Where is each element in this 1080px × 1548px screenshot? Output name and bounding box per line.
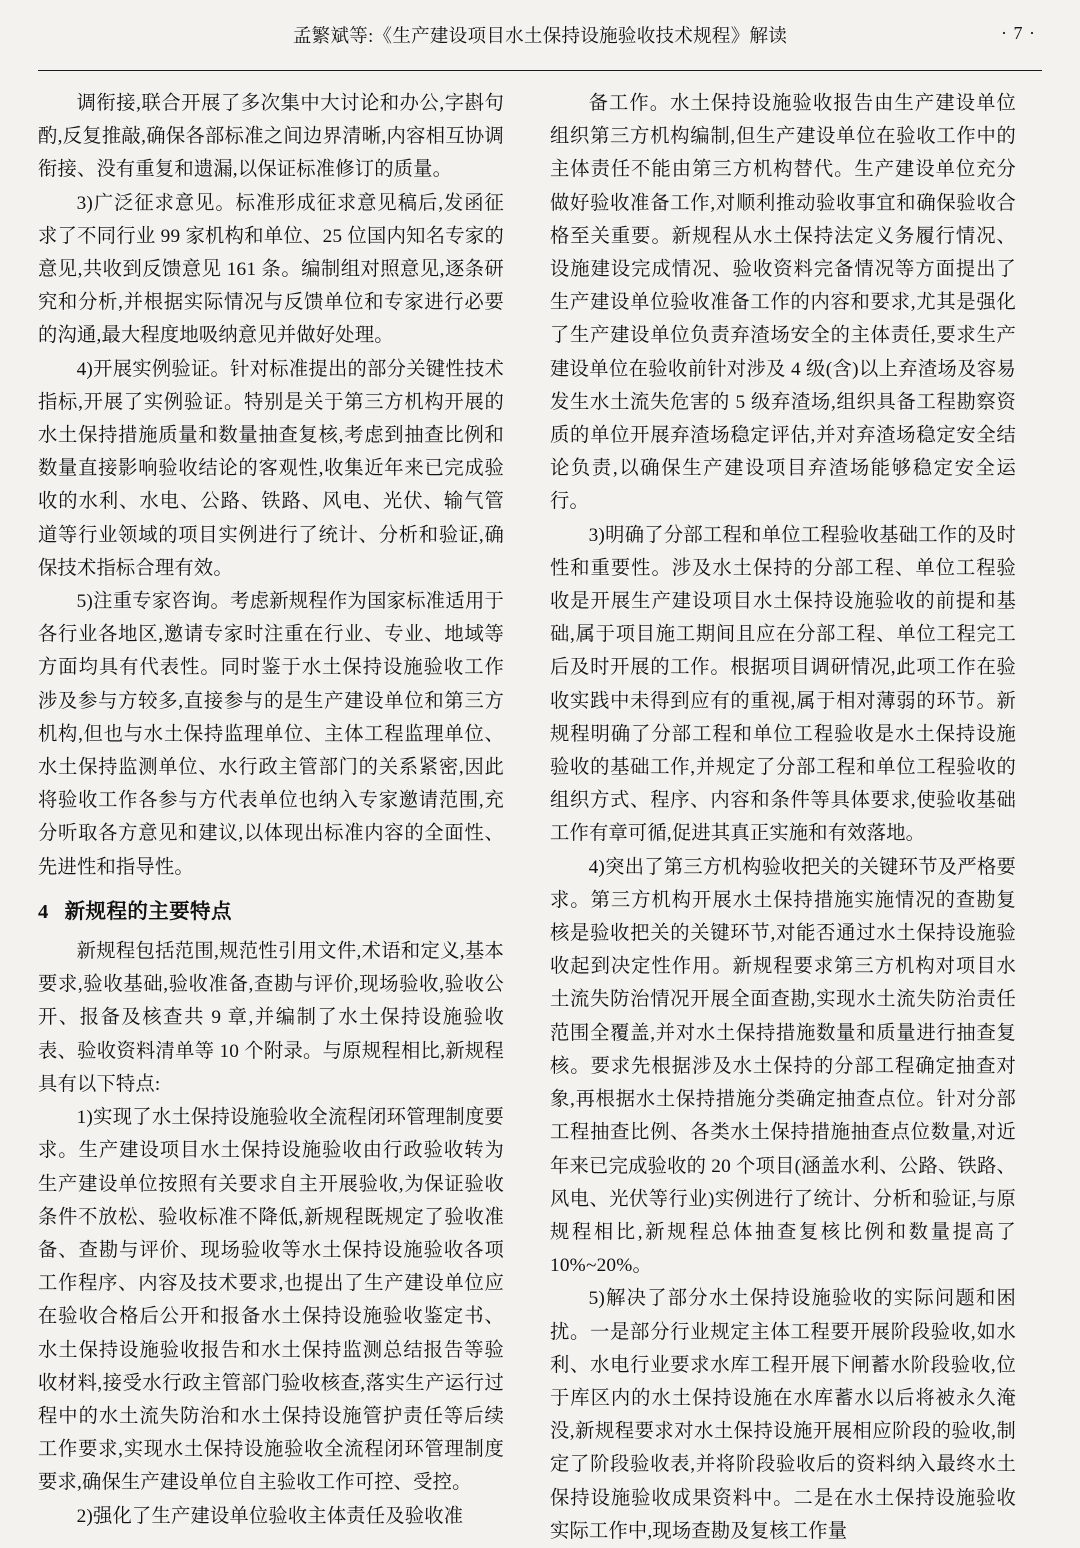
- paragraph: 5)解决了部分水土保持设施验收的实际问题和困扰。一是部分行业规定主体工程要开展阶段验收,如水利、水电行业要求水库工程开展下闸蓄水阶段验收,位于库区内的水土保持设施在水库蓄水以后将被永久淹没,新规程要求对水土保持设施开展相应阶段的验收,制定了阶段验收表,并将阶段验收后的资料纳入最终水土保持设施验收成果资料中。二是在水土保持设施验收实际工作中,现场查勘及复核工作量: [550, 1288, 1016, 1542]
- paragraph: 新规程包括范围,规范性引用文件,术语和定义,基本要求,验收基础,验收准备,查勘与评价,现场验收,验收公开、报备及核查共 9 章,并编制了水土保持设施验收表、验收资料清单等 10 个附录。与原规程相比,新规程具有以下特点:: [38, 941, 504, 1095]
- header-rule: [38, 70, 1042, 71]
- right-column: [544, 87, 1016, 1542]
- paragraph: 4)突出了第三方机构验收把关的关键环节及严格要求。第三方机构开展水土保持措施实施情况的查勘复核是验收把关的关键环节,对能否通过水土保持设施验收起到决定性作用。新规程要求第三方机构对项目水土流失防治情况开展全面查勘,实现水土流失防治责任范围全覆盖,并对水土保持措施数量和质量进行抽查复核。要求先根据涉及水土保持的分部工程确定抽查对象,再根据水土保持措施分类确定抽查点位。针对分部工程抽查比例、各类水土保持措施抽查点位数量,对近年来已完成验收的 20 个项目(涵盖水利、公路、铁路、风电、光伏等行业)实例进行了统计、分析和验证,与原规程相比,新规程总体抽查复核比例和数量提高了 10%~20%。: [550, 856, 1016, 1277]
- section-title: 新规程的主要特点: [64, 900, 232, 923]
- running-title: 孟繁斌等:《生产建设项目水土保持设施验收技术规程》解读: [292, 27, 788, 47]
- two-column-body: [38, 87, 1042, 1542]
- paragraph: 调衔接,联合开展了多次集中大讨论和办公,字斟句酌,反复推敲,确保各部标准之间边界清晰,内容相互协调衔接、没有重复和遗漏,以保证标准修订的质量。: [38, 93, 504, 181]
- page-number: · 7 ·: [1001, 23, 1036, 43]
- running-head: [38, 22, 1042, 64]
- section-heading: [38, 896, 504, 929]
- paragraph: 2)强化了生产建设单位验收主体责任及验收准: [76, 1505, 464, 1527]
- paragraph: 3)明确了分部工程和单位工程验收基础工作的及时性和重要性。涉及水土保持的分部工程、单位工程验收是开展生产建设项目水土保持设施验收的前提和基础,属于项目施工期间且应在分部工程、单位工程完工后及时开展的工作。根据项目调研情况,此项工作在验收实践中未得到应有的重视,属于相对薄弱的环节。新规程明确了分部工程和单位工程验收是水土保持设施验收的基础工作,并规定了分部工程和单位工程验收的组织方式、程序、内容和条件等具体要求,使验收基础工作有章可循,促进其真正实施和有效落地。: [550, 524, 1016, 845]
- paragraph: 3)广泛征求意见。标准形成征求意见稿后,发函征求了不同行业 99 家机构和单位、25 位国内知名专家的意见,共收到反馈意见 161 条。编制组对照意见,逐条研究和分析,并根据实际情况与反馈单位和专家进行必要的沟通,最大程度地吸纳意见并做好处理。: [38, 192, 504, 347]
- section-number: 4: [38, 900, 49, 923]
- paragraph: 1)实现了水土保持设施验收全流程闭环管理制度要求。生产建设项目水土保持设施验收由行政验收转为生产建设单位按照有关要求自主开展验收,为保证验收条件不放松、验收标准不降低,新规程既规定了验收准备、查勘与评价、现场验收等水土保持设施验收各项工作程序、内容及技术要求,也提出了生产建设单位应在验收合格后公开和报备水土保持设施验收鉴定书、水土保持设施验收报告和水土保持监测总结报告等验收材料,接受水行政主管部门验收核查,落实生产运行过程中的水土流失防治和水土保持设施管护责任等后续工作要求,实现水土保持设施验收全流程闭环管理制度要求,确保生产建设单位自主验收工作可控、受控。: [38, 1107, 504, 1494]
- paragraph: 5)注重专家咨询。考虑新规程作为国家标准适用于各行业各地区,邀请专家时注重在行业、专业、地域等方面均具有代表性。同时鉴于水土保持设施验收工作涉及参与方较多,直接参与的是生产建设单位和第三方机构,但也与水土保持监理单位、主体工程监理单位、水土保持监测单位、水行政主管部门的关系紧密,因此将验收工作各参与方代表单位也纳入专家邀请范围,充分听取各方意见和建议,以体现出标准内容的全面性、先进性和指导性。: [38, 591, 504, 878]
- left-column: [38, 87, 510, 1527]
- paragraph: 备工作。水土保持设施验收报告由生产建设单位组织第三方机构编制,但生产建设单位在验收工作中的主体责任不能由第三方机构替代。生产建设单位充分做好验收准备工作,对顺利推动验收事宜和确保验收合格至关重要。新规程从水土保持法定义务履行情况、设施建设完成情况、验收资料完备情况等方面提出了生产建设单位验收准备工作的内容和要求,尤其是强化了生产建设单位负责弃渣场安全的主体责任,要求生产建设单位在验收前针对涉及 4 级(含)以上弃渣场及容易发生水土流失危害的 5 级弃渣场,组织具备工程勘察资质的单位开展弃渣场稳定评估,并对弃渣场稳定安全结论负责,以确保生产建设项目弃渣场能够稳定安全运行。: [550, 93, 1016, 513]
- paragraph: 4)开展实例验证。针对标准提出的部分关键性技术指标,开展了实例验证。特别是关于第三方机构开展的水土保持措施质量和数量抽查复核,考虑到抽查比例和数量直接影响验收结论的客观性,收集近年来已完成验收的水利、水电、公路、铁路、风电、光伏、输气管道等行业领域的项目实例进行了统计、分析和验证,确保技术指标合理有效。: [38, 358, 504, 579]
